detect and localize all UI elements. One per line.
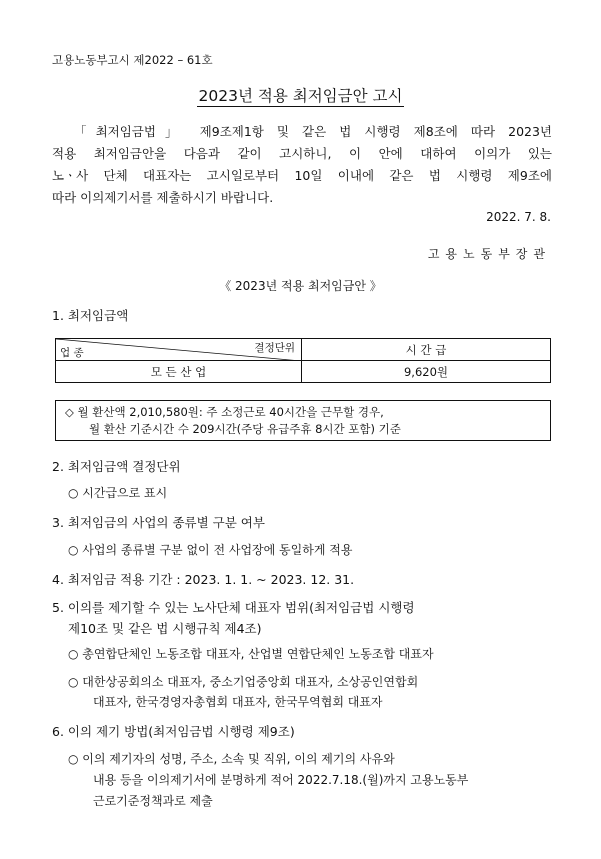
- header-hourly-wage: 시 간 급: [302, 339, 551, 361]
- section-6-bullet-line-3: 근로기준정책과로 제출: [93, 794, 213, 808]
- row-hourly-wage: 9,620원: [302, 361, 551, 383]
- notice-date: 2022. 7. 8.: [486, 210, 551, 224]
- section-6-bullet-line-2: 내용 등을 이의제기서에 분명하게 적어 2022.7.18.(월)까지 고용노동부: [93, 773, 469, 787]
- section-3-heading: 3. 최저임금의 사업의 종류별 구분 여부: [52, 515, 265, 530]
- note-line-1: ◇ 월 환산액 2,010,580원: 주 소정근로 40시간을 근무할 경우,: [65, 405, 384, 419]
- row-industry: 모 든 산 업: [56, 361, 302, 383]
- section-6-bullet-line-1: ○ 이의 제기자의 성명, 주소, 소속 및 직위, 이의 제기의 사유와: [68, 752, 395, 766]
- intro-line-3: 노ㆍ사 단체 대표자는 고시일로부터 10일 이내에 같은 법 시행령 제9조에: [52, 168, 552, 183]
- minimum-wage-table: [55, 338, 551, 383]
- section-6-heading: 6. 이의 제기 방법(최저임금법 시행령 제9조): [52, 724, 295, 739]
- section-2-bullet: ○ 시간급으로 표시: [68, 486, 168, 500]
- minister-title: 고용노동부장관: [427, 247, 551, 261]
- intro-paragraph: [52, 121, 552, 209]
- note-line-2: 월 환산 기준시간 수 209시간(주당 유급주휴 8시간 포함) 기준: [89, 422, 401, 436]
- section-3-bullet: ○ 사업의 종류별 구분 없이 전 사업장에 동일하게 적용: [68, 543, 353, 557]
- header-unit-label: 결정단위: [254, 342, 295, 354]
- header-industry-label: 업 종: [60, 347, 84, 359]
- section-1-heading: 1. 최저임금액: [52, 308, 129, 323]
- section-5-bullet-2-line-1: ○ 대한상공회의소 대표자, 중소기업중앙회 대표자, 소상공인연합회: [68, 675, 419, 689]
- monthly-conversion-note: [55, 400, 551, 441]
- header-diagonal-cell: [56, 339, 302, 361]
- notice-number: 고용노동부고시 제2022 – 61호: [52, 53, 213, 67]
- table-header-row: [56, 339, 551, 361]
- section-5-heading-line-1: 5. 이의를 제기할 수 있는 노사단체 대표자 범위(최저임금법 시행령: [52, 600, 415, 615]
- table-row: [56, 361, 551, 383]
- section-5-bullet-1: ○ 총연합단체인 노동조합 대표자, 산업별 연합단체인 노동조합 대표자: [68, 647, 434, 661]
- section-5-bullet-2-line-2: 대표자, 한국경영자총협회 대표자, 한국무역협회 대표자: [93, 695, 383, 709]
- section-5-heading-line-2: 제10조 및 같은 법 시행규칙 제4조): [68, 621, 262, 636]
- intro-line-2: 적용 최저임금안을 다음과 같이 고시하니, 이 안에 대하여 이의가 있는: [52, 146, 552, 161]
- intro-line-1: 「최저임금법」 제9조제1항 및 같은 법 시행령 제8조에 따라 2023년: [74, 124, 552, 139]
- section-2-heading: 2. 최저임금액 결정단위: [52, 459, 181, 474]
- section-4-heading: 4. 최저임금 적용 기간 : 2023. 1. 1. ~ 2023. 12. 31.: [52, 572, 355, 587]
- document-title: 2023년 적용 최저임금안 고시: [198, 87, 403, 105]
- section-subtitle: 《 2023년 적용 최저임금안 》: [219, 279, 382, 293]
- intro-line-4: 따라 이의제기서를 제출하시기 바랍니다.: [52, 190, 274, 205]
